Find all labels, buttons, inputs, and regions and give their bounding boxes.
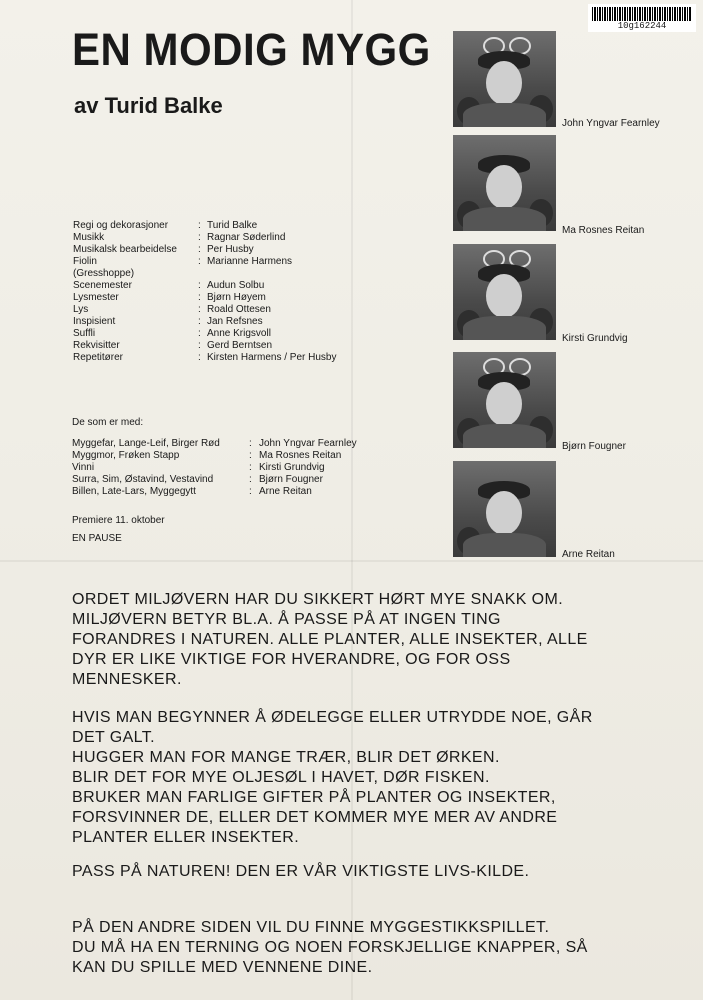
credit-role: Lys (73, 304, 89, 315)
credit-role: Fiolin (73, 256, 97, 267)
credit-name: Per Husby (207, 244, 254, 255)
credit-role: Repetitører (73, 352, 124, 363)
cast-name: John Yngvar Fearnley (259, 438, 357, 449)
cast-heading: De som er med: (72, 417, 144, 428)
credit-row (73, 232, 337, 244)
costume-shape (463, 533, 546, 557)
cast-separator: : (249, 450, 252, 461)
credit-role: Rekvisitter (73, 340, 120, 351)
actor-photo (453, 244, 556, 340)
actor-photo (453, 461, 556, 557)
costume-shape (463, 103, 546, 127)
photo-caption: Bjørn Fougner (562, 441, 626, 452)
cast-separator: : (249, 486, 252, 497)
credit-name: Jan Refsnes (207, 316, 263, 327)
credit-role: Lysmester (73, 292, 119, 303)
costume-shape (463, 424, 546, 448)
face-shape (486, 165, 522, 209)
cast-role: Surra, Sim, Østavind, Vestavind (72, 474, 214, 485)
credit-name: Turid Balke (207, 220, 258, 231)
cast-row (72, 438, 357, 450)
pause-note: EN PAUSE (72, 533, 122, 544)
cast-role: Myggmor, Frøken Stapp (72, 450, 180, 461)
credit-separator: : (198, 328, 201, 339)
photo-caption: Ma Rosnes Reitan (562, 225, 645, 236)
credit-row (73, 244, 337, 256)
actor-photo (453, 352, 556, 448)
credit-separator: : (198, 220, 201, 231)
cast-separator: : (249, 474, 252, 485)
photo-caption: Kirsti Grundvig (562, 333, 628, 344)
credit-role: Suffli (73, 328, 96, 339)
cast-row (72, 474, 357, 486)
credit-role: Musikalsk bearbeidelse (73, 244, 177, 255)
credits-list (73, 220, 337, 364)
face-shape (486, 491, 522, 535)
credit-separator: : (198, 256, 201, 267)
barcode-number: 10g162244 (617, 21, 667, 31)
credit-row (73, 220, 337, 232)
cast-role: Vinni (72, 462, 95, 473)
credit-row (73, 280, 337, 292)
credit-row (73, 304, 337, 316)
credit-name: Gerd Berntsen (207, 340, 273, 351)
cast-separator: : (249, 438, 252, 449)
cast-role: Myggefar, Lange-Leif, Birger Rød (72, 438, 220, 449)
paragraph-consequences: HVIS MAN BEGYNNER Å ØDELEGGE ELLER UTRYDDE NOE, GÅR DET GALT. HUGGER MAN FOR MANGE TRÆR, BLIR DET ØRKEN. BLIR DET FOR MYE OLJESØL I HAVET, DØR FISKEN. BRUKER MAN FARLIGE GIFTER PÅ PLANTER OG INSEKTER, FORSVINNER DE, ELLER DET KOMMER MYE MER AV ANDRE PLANTER ELLER INSEKTER. (72, 709, 593, 846)
credit-role: Regi og dekorasjoner (73, 220, 169, 231)
cast-name: Bjørn Fougner (259, 474, 323, 485)
credit-name: Marianne Harmens (207, 256, 293, 267)
cast-row (72, 450, 357, 462)
credit-name: Anne Krigsvoll (207, 328, 271, 339)
face-shape (486, 382, 522, 426)
author-line: av Turid Balke (74, 93, 223, 118)
cast-role: Billen, Late-Lars, Myggegytt (72, 486, 196, 497)
actor-photo (453, 31, 556, 127)
cast-separator: : (249, 462, 252, 473)
face-shape (486, 61, 522, 105)
credit-separator (198, 268, 207, 280)
paragraph-miljovern: ORDET MILJØVERN HAR DU SIKKERT HØRT MYE SNAKK OM. MILJØVERN BETYR BL.A. Å PASSE PÅ AT INGEN TING FORANDRES I NATUREN. ALLE PLANTER, ALLE INSEKTER, ALLE DYR ER LIKE VIKTIGE FOR HVERANDRE, OG FOR OSS MENNESKER. (72, 591, 588, 688)
cast-row (72, 462, 357, 474)
fold-crease-horizontal (0, 560, 703, 562)
cast-list (72, 438, 357, 498)
cast-name: Arne Reitan (259, 486, 312, 497)
credit-separator: : (198, 352, 201, 363)
photo-caption: John Yngvar Fearnley (562, 118, 660, 129)
credit-separator: : (198, 316, 201, 327)
credit-separator: : (198, 280, 201, 291)
cast-name: Ma Rosnes Reitan (259, 450, 342, 461)
photo-caption: Arne Reitan (562, 549, 615, 560)
credit-name: Ragnar Søderlind (207, 232, 286, 243)
face-shape (486, 274, 522, 318)
credit-row (73, 256, 337, 268)
credit-row (73, 352, 337, 364)
page-title: EN MODIG MYGG (72, 24, 431, 75)
cast-name: Kirsti Grundvig (259, 462, 325, 473)
credit-name: Audun Solbu (207, 280, 265, 291)
cast-row (72, 486, 357, 498)
credit-separator: : (198, 244, 201, 255)
actor-photo (453, 135, 556, 231)
credit-role: Scenemester (73, 280, 132, 291)
paragraph-game: PÅ DEN ANDRE SIDEN VIL DU FINNE MYGGESTIKKSPILLET. DU MÅ HA EN TERNING OG NOEN FORSKJELLIGE KNAPPER, SÅ KAN DU SPILLE MED VENNENE DINE. (72, 919, 588, 976)
paragraph-nature: PASS PÅ NATUREN! DEN ER VÅR VIKTIGSTE LIVS-KILDE. (72, 863, 530, 880)
credit-row (73, 292, 337, 304)
credit-separator: : (198, 304, 201, 315)
credit-name: Bjørn Høyem (207, 292, 266, 303)
premiere-date: Premiere 11. oktober (72, 515, 165, 526)
costume-shape (463, 207, 546, 231)
credit-row (73, 268, 337, 280)
costume-shape (463, 316, 546, 340)
barcode-label (588, 4, 696, 32)
credit-role: Inspisient (73, 316, 116, 327)
credit-name: Roald Ottesen (207, 304, 271, 315)
credit-row (73, 340, 337, 352)
credit-role: (Gresshoppe) (73, 268, 135, 279)
credit-name: Kirsten Harmens / Per Husby (207, 352, 337, 363)
credit-row (73, 328, 337, 340)
credit-separator: : (198, 232, 201, 243)
barcode-bars (592, 7, 692, 21)
credit-separator: : (198, 340, 201, 351)
credit-role: Musikk (73, 232, 105, 243)
credit-row (73, 316, 337, 328)
fold-crease-vertical (351, 0, 353, 1000)
credit-separator: : (198, 292, 201, 303)
